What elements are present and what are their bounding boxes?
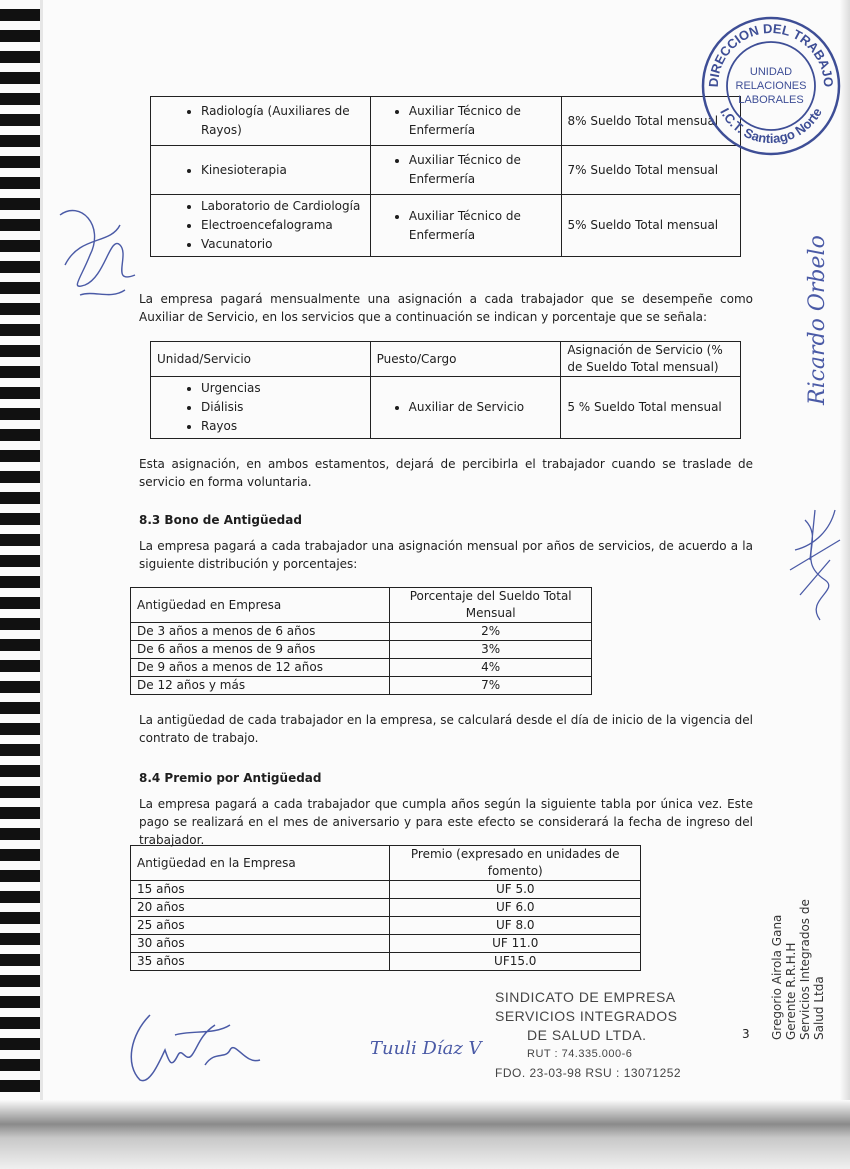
- table-row: De 3 años a menos de 6 años 2%: [131, 623, 592, 641]
- table-row: De 6 años a menos de 9 años 3%: [131, 641, 592, 659]
- premio-table: [130, 845, 641, 971]
- side-note: Gregorio Airola Gana Gerente R.R.H.H Servicios Integrados de Salud Ltda: [770, 899, 826, 1040]
- stamp-ring-top: DIRECCION DEL TRABAJO: [705, 20, 837, 88]
- list-item: • Electroencefalograma: [201, 216, 364, 235]
- page-number: 3: [742, 1027, 750, 1041]
- bottom-left-signature: [120, 1005, 270, 1090]
- spiral-binding: [0, 0, 40, 1110]
- table-row: • Urgencias • Diálisis • Rayos • Auxiliar de Servicio 5 % Sueldo Total mensual: [151, 377, 741, 439]
- left-margin-signature: [50, 195, 140, 305]
- page-bottom-edge: [0, 1100, 850, 1169]
- stamp-center-2: RELACIONES: [735, 80, 807, 92]
- stamp-center-3: LABORALES: [738, 94, 804, 106]
- table-row: 35 años UF15.0: [131, 953, 641, 971]
- list-item: • Rayos: [201, 417, 364, 436]
- direccion-trabajo-stamp: [700, 15, 842, 157]
- table-row: 25 años UF 8.0: [131, 917, 641, 935]
- table-header-row: Unidad/Servicio Puesto/Cargo Asignación de Servicio (% de Sueldo Total mensual): [151, 342, 741, 377]
- antiguedad-table: [130, 587, 592, 695]
- bottom-middle-signature: Tuuli Díaz V: [370, 1038, 482, 1059]
- list-item: • Urgencias: [201, 379, 364, 398]
- table-row: De 9 años a menos de 12 años 4%: [131, 659, 592, 677]
- paragraph-8-3-after: La antigüedad de cada trabajador en la empresa, se calculará desde el día de inicio de la vigencia del contrato de trabajo.: [139, 713, 753, 745]
- servicio-table-2: [150, 341, 741, 439]
- list-item: • Radiología (Auxiliares de Rayos): [201, 102, 364, 140]
- right-margin-signature-top: Ricardo Orbelo: [805, 235, 830, 405]
- table-row: De 12 años y más 7%: [131, 677, 592, 695]
- list-item: • Diálisis: [201, 398, 364, 417]
- table-row: • Radiología (Auxiliares de Rayos) • Auxiliar Técnico de Enfermería 8% Sueldo Total mensual: [151, 97, 741, 146]
- table-row: 15 años UF 5.0: [131, 881, 641, 899]
- table-row: • Kinesioterapia • Auxiliar Técnico de Enfermería 7% Sueldo Total mensual: [151, 146, 741, 195]
- right-margin-signature-bottom: [785, 500, 845, 640]
- stamp-center-1: UNIDAD: [749, 66, 793, 78]
- paragraph-nota: Esta asignación, en ambos estamentos, dejará de percibirla el trabajador cuando se traslade de servicio en forma voluntaria.: [139, 457, 753, 489]
- list-item: • Kinesioterapia: [201, 161, 364, 180]
- paragraph-8-4: La empresa pagará a cada trabajador que cumpla años según la siguiente tabla por única vez. Este pago se realizará en el mes de aniversario y para este efecto se considerará la fecha de ingreso del trabajador.: [139, 797, 753, 847]
- paragraph-8-3: La empresa pagará a cada trabajador una asignación mensual por años de servicios, de acuerdo a la siguiente distribución y porcentajes:: [139, 539, 753, 571]
- list-item: • Laboratorio de Cardiología: [201, 197, 364, 216]
- table-header-row: Antigüedad en Empresa Porcentaje del Sueldo Total Mensual: [131, 588, 592, 623]
- section-title-8-3: 8.3 Bono de Antigüedad: [139, 513, 302, 527]
- table-row: 20 años UF 6.0: [131, 899, 641, 917]
- list-item: • Vacunatorio: [201, 235, 364, 254]
- paragraph-asignacion: La empresa pagará mensualmente una asignación a cada trabajador que se desempeñe como Auxiliar de Servicio, en los servicios que a continuación se indican y porcentaje que se señala:: [139, 292, 753, 324]
- table-header-row: Antigüedad en la Empresa Premio (expresado en unidades de fomento): [131, 846, 641, 881]
- servicio-table-1: [150, 96, 741, 257]
- stamp-ring-bottom: I.C.T. Santiago Norte: [717, 105, 825, 147]
- table-row: 30 años UF 11.0: [131, 935, 641, 953]
- page-edge: [40, 0, 43, 1110]
- section-title-8-4: 8.4 Premio por Antigüedad: [139, 771, 322, 785]
- sindicato-stamp: SINDICATO DE EMPRESA SERVICIOS INTEGRADOS DE SALUD LTDA. RUT : 74.335.000-6 FDO. 23-03-98 RSU : 13071252: [495, 989, 682, 1080]
- svg-text:I.C.T. Santiago Norte: [717, 105, 825, 146]
- table-row: • Laboratorio de Cardiología • Electroencefalograma • Vacunatorio • Auxiliar Técnico de Enfermería 5% Sueldo Total mensual: [151, 195, 741, 257]
